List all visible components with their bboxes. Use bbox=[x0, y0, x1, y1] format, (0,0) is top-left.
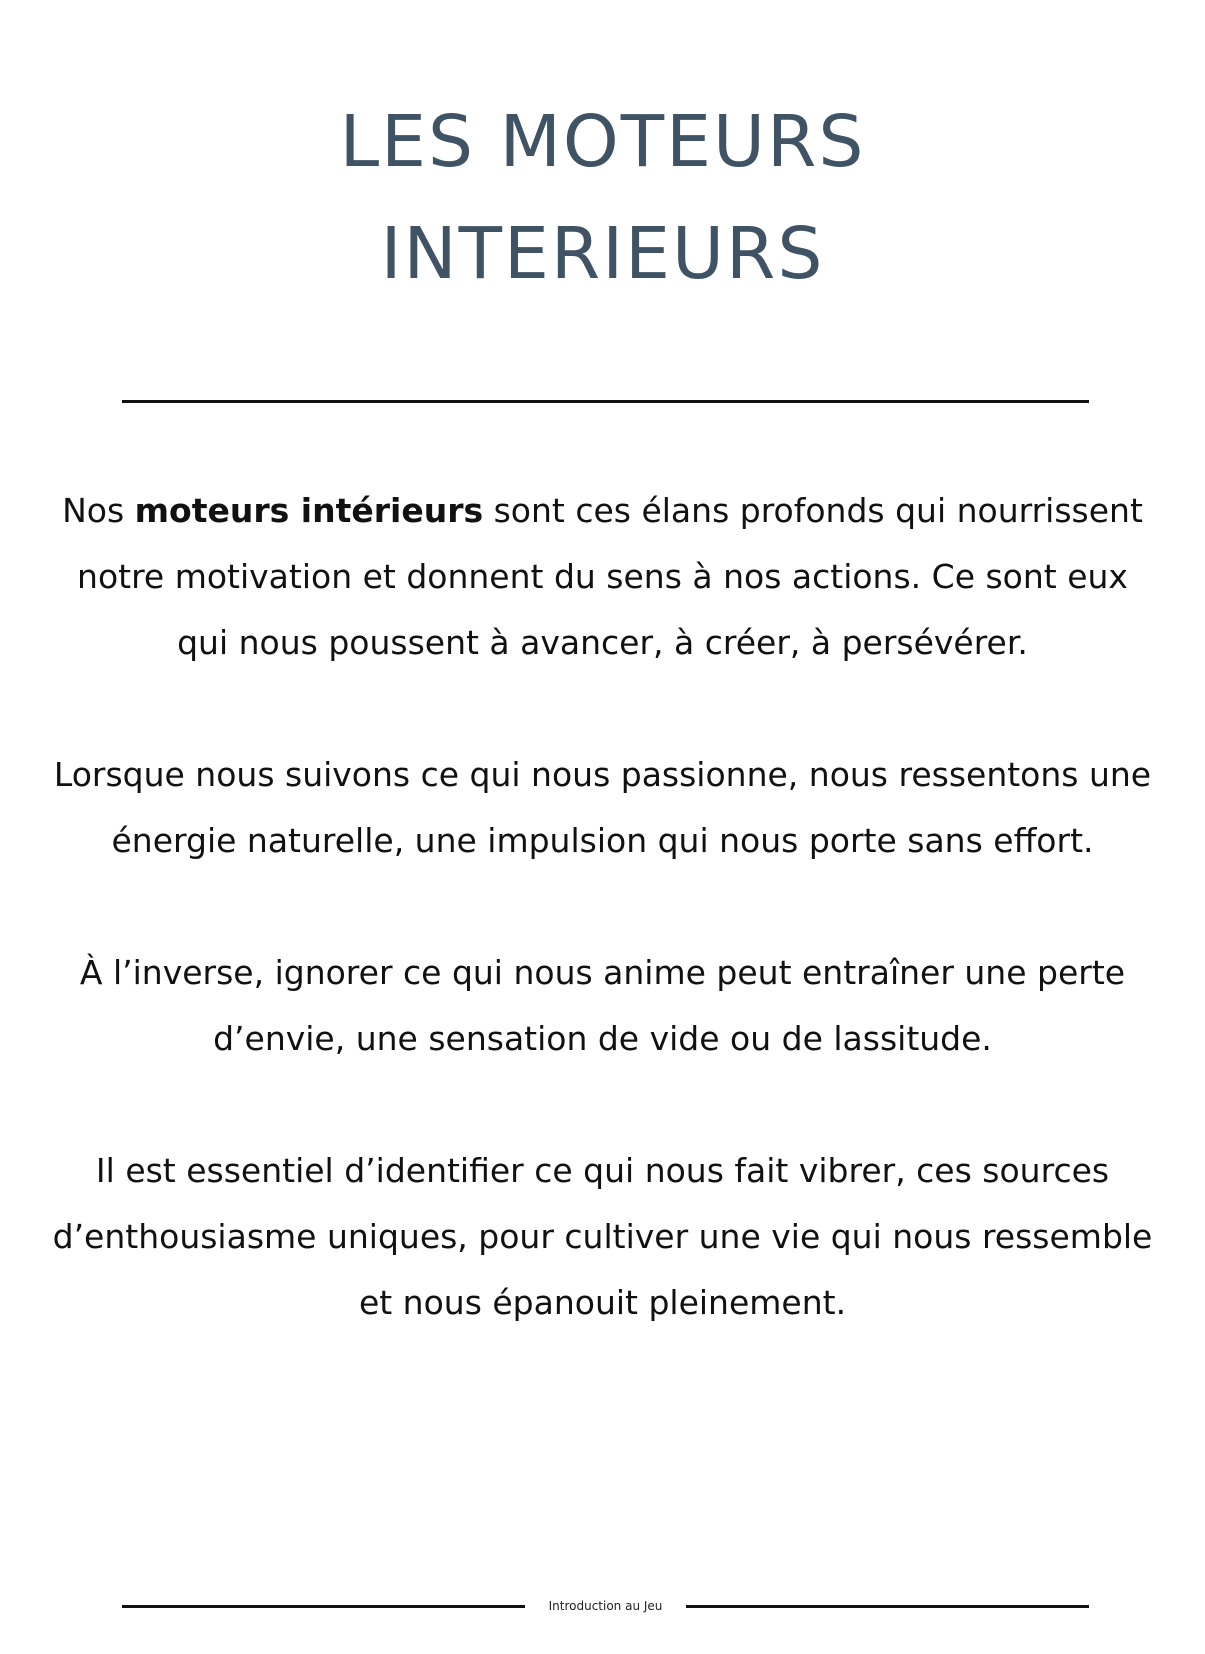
footer-label: Introduction au Jeu bbox=[548, 1599, 663, 1613]
page-title-line-1: LES MOTEURS bbox=[339, 100, 866, 183]
paragraph-intro bbox=[50, 478, 1155, 676]
page-title-line-2: INTERIEURS bbox=[380, 212, 825, 295]
body-text bbox=[50, 478, 1155, 1402]
page-footer bbox=[122, 1596, 1089, 1616]
paragraph-intro-start: Nos bbox=[62, 491, 135, 530]
footer-line-right bbox=[686, 1605, 1089, 1608]
paragraph-essential: Il est essentiel d’identifier ce qui nous fait vibrer, ces sources d’enthousiasme uniques, pour cultiver une vie qui nous ressemble et nous épanouit pleinement. bbox=[52, 1151, 1153, 1322]
paragraph-inverse: À l’inverse, ignorer ce qui nous anime peut entraîner une perte d’envie, une sensation de vide ou de lassitude. bbox=[79, 953, 1126, 1058]
footer-line-left bbox=[122, 1605, 525, 1608]
paragraph-passion: Lorsque nous suivons ce qui nous passionne, nous ressentons une énergie naturelle, une impulsion qui nous porte sans effort. bbox=[53, 755, 1152, 860]
paragraph-intro-bold: moteurs intérieurs bbox=[134, 491, 484, 530]
page-title bbox=[0, 86, 1205, 310]
title-divider bbox=[122, 400, 1089, 403]
paragraph-intro-end: sont ces élans profonds qui nourrissent notre motivation et donnent du sens à nos actions. Ce sont eux qui nous poussent à avancer, à créer, à persévérer. bbox=[77, 491, 1143, 662]
